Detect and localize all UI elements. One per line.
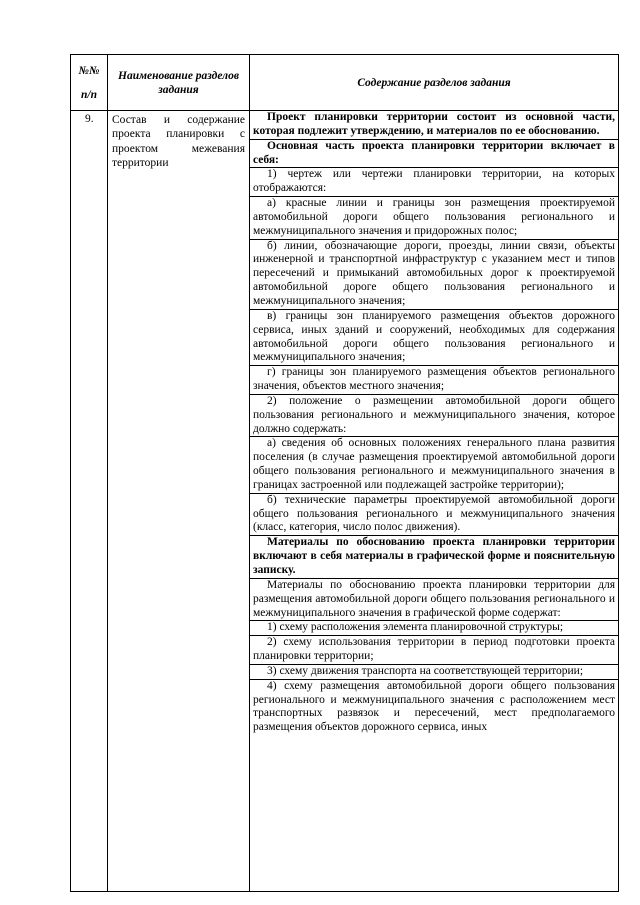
content-paragraph: б) технические параметры проектируемой автомобильной дороги общего пользования регионального и межмуниципального значения (класс, категория, число полос движения). [250,494,618,537]
table-header-row [71,55,619,111]
content-paragraph: Материалы по обоснованию проекта планировки территории для размещения автомобильной дороги общего пользования регионального и межмуниципального значения в графической форме содержат: [250,579,618,622]
row-name-cell [108,111,250,892]
content-paragraph: 1) чертеж или чертежи планировки территории, на которых отображаются: [250,168,618,197]
row-name: Состав и содержание проекта планировки с проектом межевания территории [112,114,245,170]
header-content-cell [250,55,619,111]
content-paragraph: 4) схему размещения автомобильной дороги общего пользования регионального и межмуниципального значения с расположением мест транспортных развязок и пересечений, мест предполагаемого размещения объектов дорожного сервиса, иных [253,679,615,734]
content-paragraph: г) границы зон планируемого размещения объектов регионального значения, объектов местного значения; [250,366,618,395]
content-paragraph: 2) положение о размещении автомобильной дороги общего пользования регионального и межмуниципального значения, которое должно содержать: [250,395,618,438]
document-table [70,54,619,892]
content-paragraph: 3) схему движения транспорта на соответствующей территории; [250,665,618,680]
content-paragraph: Основная часть проекта планировки территории включает в себя: [250,140,618,169]
row-number-cell [71,111,108,892]
header-number-bottom: п/п [81,89,97,101]
row-content-cell [250,111,619,892]
content-paragraph: а) красные линии и границы зон размещения проектируемой автомобильной дороги общего пользования регионального и межмуниципального значения и придорожных полос; [250,197,618,240]
content-paragraph: Проект планировки территории состоит из основной части, которая подлежит утверждению, и материалов по ее обоснованию. [250,111,618,140]
content-paragraph: а) сведения об основных положениях генерального плана развития поселения (в случае размещения проектируемой автомобильной дороги общего пользования регионального и межмуниципального значения в границах застроенной или подлежащей застройке территории); [250,437,618,493]
header-number-cell [71,55,108,111]
content-paragraph: Материалы по обоснованию проекта планировки территории включают в себя материалы в графической форме и пояснительную записку. [250,536,618,579]
header-name: Наименование разделов задания [118,69,239,96]
row-number: 9. [85,113,94,125]
content-paragraph: б) линии, обозначающие дороги, проезды, линии связи, объекты инженерной и транспортной инфраструктур с указанием мест и типов пересечений и примыканий автомобильных дорог к проектируемой автомобильной дороге общего пользования регионального и межмуниципального значения; [250,240,618,310]
content-paragraph: 1) схему расположения элемента планировочной структуры; [250,621,618,636]
row-content [250,111,618,891]
header-content: Содержание разделов задания [357,76,511,89]
table-row [71,111,619,892]
content-paragraph: в) границы зон планируемого размещения объектов дорожного сервиса, иных зданий и сооружений, необходимых для содержания автомобильной дороги общего пользования регионального и межмуниципального значения; [250,310,618,366]
header-name-cell [108,55,250,111]
header-number-top: №№ [78,65,100,77]
content-paragraph: 2) схему использования территории в период подготовки проекта планировки территории; [250,636,618,665]
